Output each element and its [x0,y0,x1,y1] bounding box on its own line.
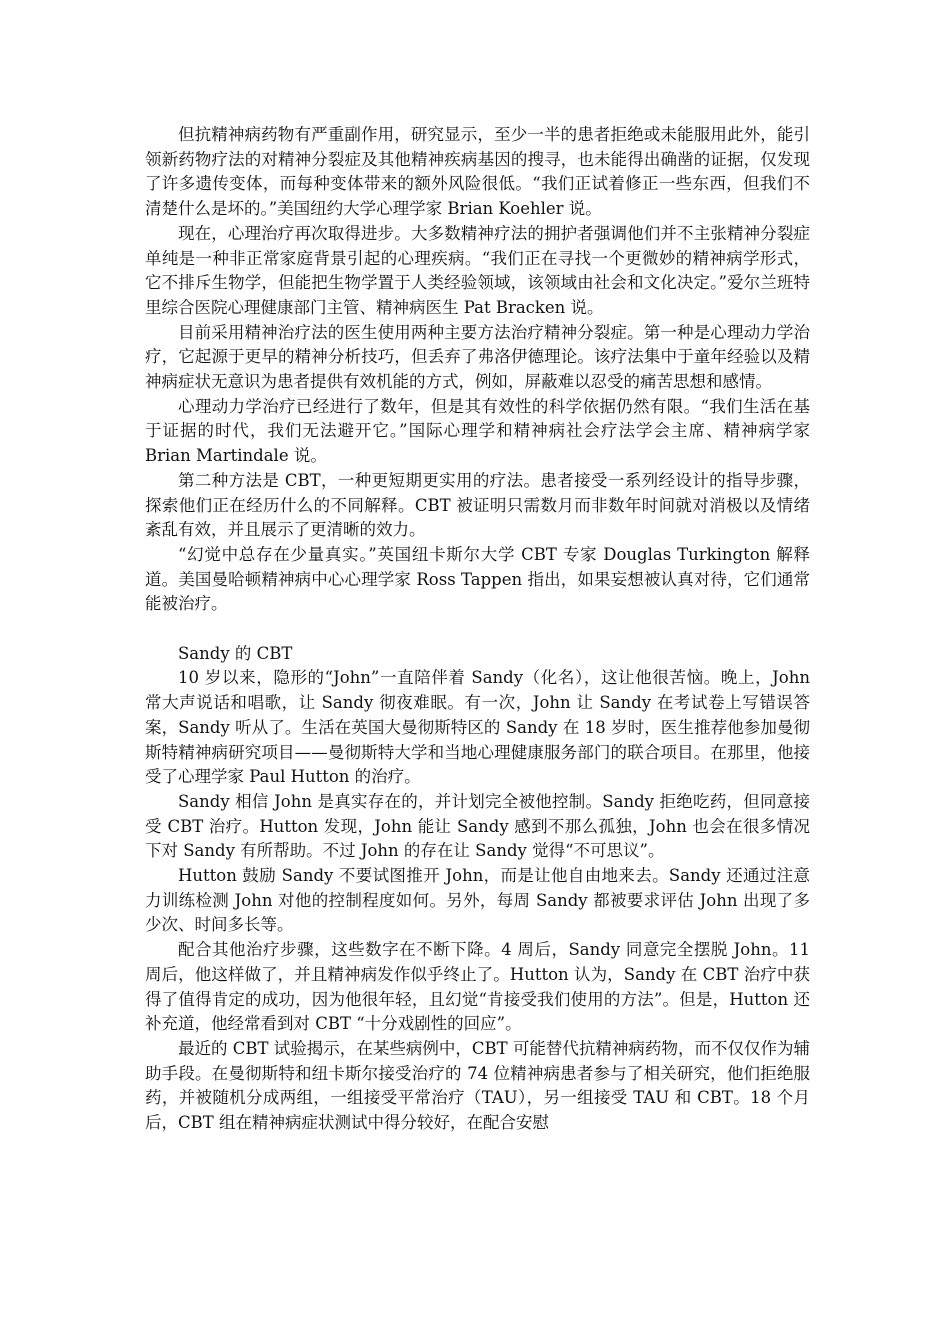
paragraph-sandy-believes: Sandy 相信 John 是真实存在的，并计划完全被他控制。Sandy 拒绝吃药，但同意接受 CBT 治疗。Hutton 发现，John 能让 Sandy 感到不那么孤独，John 也会在很多情况下对 Sandy 有所帮助。不过 John 的存在让 Sandy 觉得“不可思议”。 [145,791,810,861]
article-body [145,123,810,1136]
paragraph-psychodynamic-evidence: 心理动力学治疗已经进行了数年，但是其有效性的科学依据仍然有限。“我们生活在基于证据的时代，我们无法避开它。”国际心理学和精神病社会疗法学会主席、精神病学家 Brian Martindale 说。 [145,396,810,466]
paragraph-psychotherapy-progress: 现在，心理治疗再次取得进步。大多数精神疗法的拥护者强调他们并不主张精神分裂症单纯是一种非正常家庭背景引起的心理疾病。“我们正在寻找一个更微妙的精神病学形式，它不排斥生物学，但能把生物学置于人类经验领域，该领域由社会和文化决定。”爱尔兰班特里综合医院心理健康部门主管、精神病医生 Pat Bracken 说。 [145,223,810,317]
paragraph-numbers-decline: 配合其他治疗步骤，这些数字在不断下降。4 周后，Sandy 同意完全摆脱 John。11 周后，他这样做了，并且精神病发作似乎终止了。Hutton 认为，Sandy 在 CBT 治疗中获得了值得肯定的成功，因为他很年轻，且幻觉“肯接受我们使用的方法”。但是，Hutton 还补充道，他经常看到对 CBT “十分戏剧性的回应”。 [145,940,810,1034]
paragraph-recent-trial: 最近的 CBT 试验揭示，在某些病例中，CBT 可能替代抗精神病药物，而不仅仅作为辅助手段。在曼彻斯特和纽卡斯尔接受治疗的 74 位精神病患者参与了相关研究，他们拒绝服药，并被随机分成两组，一组接受平常治疗（TAU），另一组接受 TAU 和 CBT。18 个月后，CBT 组在精神病症状测试中得分较好，在配合安慰 [145,1039,810,1133]
paragraph-hallucination-truth: “幻觉中总存在少量真实。”英国纽卡斯尔大学 CBT 专家 Douglas Turkington 解释道。美国曼哈顿精神病中心心理学家 Ross Tappen 指出，如果妄想被认真对待，它们通常能被治疗。 [145,544,810,614]
paragraph-sandy-john: 10 岁以来，隐形的“John”一直陪伴着 Sandy（化名），这让他很苦恼。晚上，John 常大声说话和唱歌，让 Sandy 彻夜难眠。有一次，John 让 Sandy 在考试卷上写错误答案，Sandy 听从了。生活在英国大曼彻斯特区的 Sandy 在 18 岁时，医生推荐他参加曼彻斯特精神病研究项目——曼彻斯特大学和当地心理健康服务部门的联合项目。在那里，他接受了心理学家 Paul Hutton 的治疗。 [145,668,810,787]
paragraph-two-methods: 目前采用精神治疗法的医生使用两种主要方法治疗精神分裂症。第一种是心理动力学治疗，它起源于更早的精神分析技巧，但丢弃了弗洛伊德理论。该疗法集中于童年经验以及精神病症状无意识为患者提供有效机能的方式，例如，屏蔽难以忍受的痛苦思想和感情。 [145,322,810,392]
paragraph-antipsychotic-side-effects: 但抗精神病药物有严重副作用，研究显示，至少一半的患者拒绝或未能服用此外，能引领新药物疗法的对精神分裂症及其他精神疾病基因的搜寻，也未能得出确凿的证据，仅发现了许多遗传变体，而每种变体带来的额外风险很低。“我们正试着修正一些东西，但我们不清楚什么是坏的。”美国纽约大学心理学家 Brian Koehler 说。 [145,125,810,219]
section-heading: Sandy 的 CBT [178,643,293,663]
paragraph-cbt-method: 第二种方法是 CBT，一种更短期更实用的疗法。患者接受一系列经设计的指导步骤，探索他们正在经历什么的不同解释。CBT 被证明只需数月而非数年时间就对消极以及情绪紊乱有效，并且展示了更清晰的效力。 [145,470,810,540]
paragraph-hutton-encourages: Hutton 鼓励 Sandy 不要试图推开 John，而是让他自由地来去。Sandy 还通过注意力训练检测 John 对他的控制程度如何。另外，每周 Sandy 都被要求评估 John 出现了多少次、时间多长等。 [145,866,810,935]
